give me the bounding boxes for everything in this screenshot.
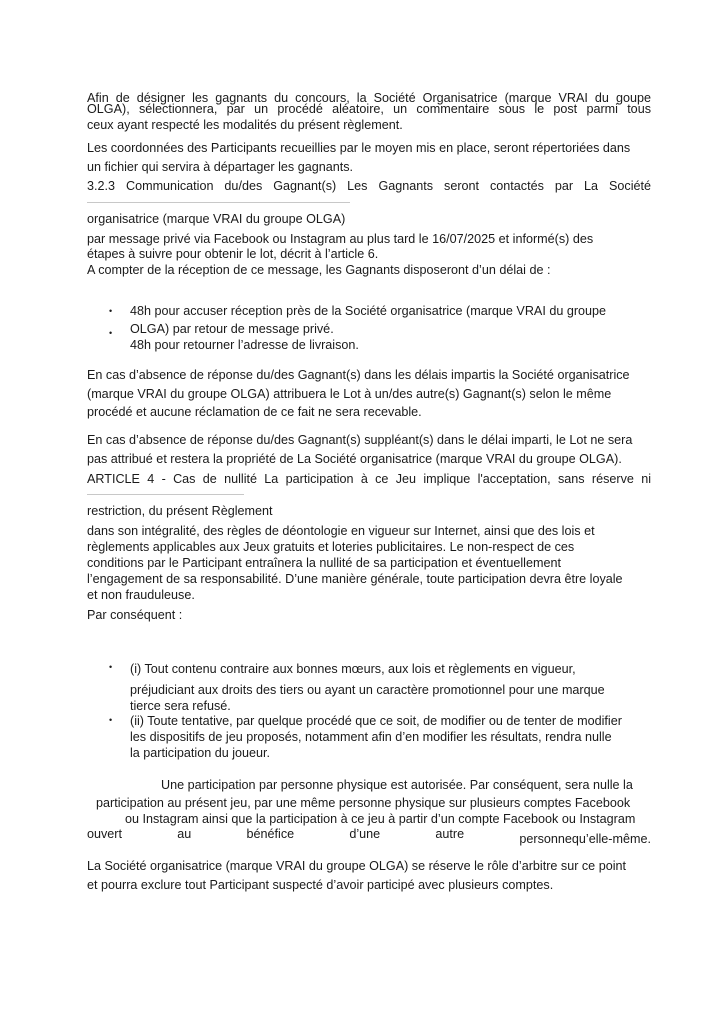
- spread-word-4: d’une: [349, 827, 381, 841]
- delais-item-1-line-2: OLGA) par retour de message privé.: [130, 322, 334, 336]
- section-3-2-3-heading: 3.2.3 Communication du/des Gagnant(s) Les Gagnants seront contactés par La Société: [87, 179, 651, 193]
- section-3-2-3-line-3: A compter de la réception de ce message, les Gagnants disposeront d’un délai de :: [87, 263, 551, 277]
- section-3-2-3-continuation: organisatrice (marque VRAI du groupe OLGA): [87, 212, 346, 226]
- spread-word-1: ouvert: [87, 827, 123, 841]
- coordonnees-line-2: un fichier qui servira à départager les gagnants.: [87, 160, 354, 174]
- section-3-2-3-line-2: étapes à suivre pour obtenir le lot, décrit à l’article 6.: [87, 247, 379, 261]
- coordonnees-line-1: Les coordonnées des Participants recueillies par le moyen mis en place, seront répertoriées dans: [87, 141, 631, 155]
- nullite-item-2-line-2: les dispositifs de jeu proposés, notamment afin d’en modifier les résultats, rendra nulle: [130, 730, 612, 744]
- par-consequent-label: Par conséquent :: [87, 608, 183, 622]
- nullite-item-2-line-1: (ii) Toute tentative, par quelque procédé que ce soit, de modifier ou de tenter de modifier: [130, 714, 622, 728]
- absence-line-3: procédé et aucune réclamation de ce fait ne sera recevable.: [87, 405, 422, 419]
- article-4-continuation: restriction, du présent Règlement: [87, 504, 273, 518]
- article-4-line-5: et non frauduleuse.: [87, 588, 195, 602]
- absence-line-2: (marque VRAI du groupe OLGA) attribuera le Lot à un/des autre(s) Gagnant(s) selon le même: [87, 387, 612, 401]
- nullite-bullet-1: •: [109, 662, 113, 672]
- article-4-line-2: règlements applicables aux Jeux gratuits et loteries publicitaires. Le non-respect de ces: [87, 540, 575, 554]
- spread-word-5: autre: [435, 827, 465, 841]
- article-4-heading: ARTICLE 4 - Cas de nullité La participation à ce Jeu implique l'acceptation, sans réserve ni: [87, 472, 651, 486]
- arbitre-line-1: La Société organisatrice (marque VRAI du groupe OLGA) se réserve le rôle d’arbitre sur ce point: [87, 859, 626, 873]
- une-participation-line-2: participation au présent jeu, par une même personne physique sur plusieurs comptes Facebook: [96, 796, 631, 810]
- spread-word-6: personnequ’elle-même.: [519, 832, 651, 846]
- delais-bullet-1: •: [109, 306, 113, 316]
- une-participation-line-1: Une participation par personne physique est autorisée. Par conséquent, sera nulle la: [161, 778, 633, 792]
- nullite-item-1-line-1: (i) Tout contenu contraire aux bonnes mœurs, aux lois et règlements en vigueur,: [130, 662, 576, 676]
- article-4-divider: [87, 494, 244, 495]
- delais-item-1-line-1: 48h pour accuser réception près de la Société organisatrice (marque VRAI du groupe: [130, 304, 607, 318]
- absence-line-1: En cas d’absence de réponse du/des Gagnant(s) dans les délais impartis la Société organisatrice: [87, 368, 630, 382]
- spread-word-2: au: [177, 827, 192, 841]
- spread-word-3: bénéfice: [246, 827, 295, 841]
- section-3-2-3-line-1: par message privé via Facebook ou Instagram au plus tard le 16/07/2025 et informé(s) des: [87, 232, 594, 246]
- arbitre-line-2: et pourra exclure tout Participant suspecté d’avoir participé avec plusieurs comptes.: [87, 878, 554, 892]
- article-4-line-1: dans son intégralité, des règles de déontologie en vigueur sur Internet, ainsi que des lois et: [87, 524, 595, 538]
- designation-line-1: Afin de désigner les gagnants du concours, la Société Organisatrice (marque VRAI du goupe: [87, 91, 651, 105]
- delais-bullet-2: •: [109, 328, 113, 338]
- nullite-item-2-line-3: la participation du joueur.: [130, 746, 271, 760]
- section-3-2-3-divider: [87, 202, 350, 203]
- une-participation-line-3: ou Instagram ainsi que la participation à ce jeu à partir d’un compte Facebook ou Instagram: [125, 812, 636, 826]
- article-4-line-4: l’engagement de sa responsabilité. D’une manière générale, toute participation devra être loyale: [87, 572, 623, 586]
- delais-item-2: 48h pour retourner l’adresse de livraison.: [130, 338, 359, 352]
- nullite-item-1-line-2: préjudiciant aux droits des tiers ou ayant un caractère promotionnel pour une marque: [130, 683, 605, 697]
- suppleant-line-1: En cas d’absence de réponse du/des Gagnant(s) suppléant(s) dans le délai imparti, le Lot ne sera: [87, 433, 633, 447]
- une-participation-line-4: [87, 826, 651, 846]
- designation-line-3: ceux ayant respecté les modalités du présent règlement.: [87, 118, 403, 132]
- designation-line-2: OLGA), sélectionnera, par un procédé aléatoire, un commentaire sous le post parmi tous: [87, 102, 651, 116]
- suppleant-line-2: pas attribué et restera la propriété de La Société organisatrice (marque VRAI du groupe OLGA).: [87, 452, 622, 466]
- nullite-bullet-2: •: [109, 715, 113, 725]
- article-4-line-3: conditions par le Participant entraînera la nullité de sa participation et éventuellement: [87, 556, 561, 570]
- nullite-item-1-line-3: tierce sera refusé.: [130, 699, 231, 713]
